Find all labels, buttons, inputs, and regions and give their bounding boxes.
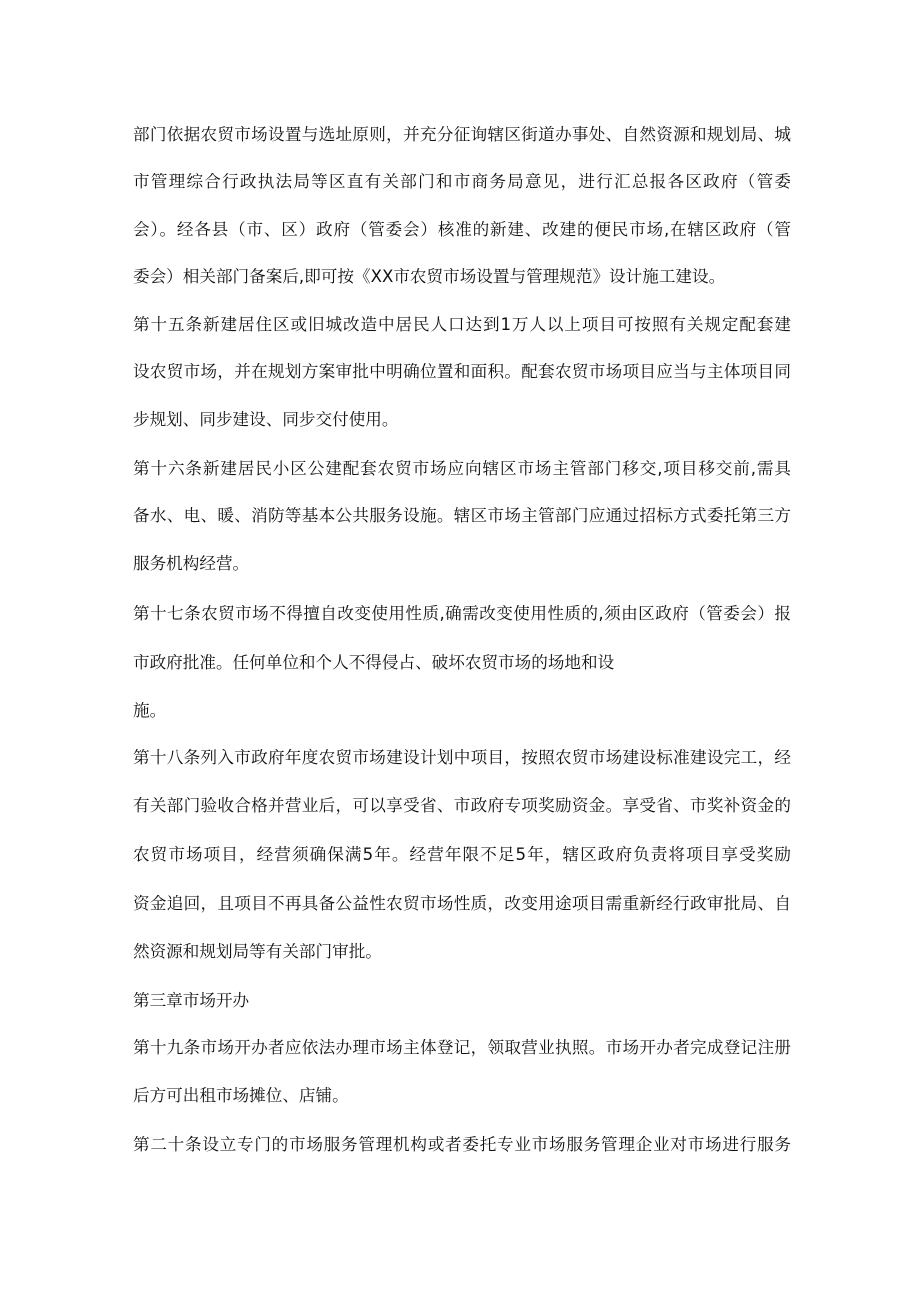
text-line: 有关部门验收合格并营业后，可以享受省、市政府专项奖励资金。享受省、市奖补资金的 (133, 796, 791, 815)
text-line: 第十九条市场开办者应依法办理市场主体登记，领取营业执照。市场开办者完成登记注册 (133, 1038, 791, 1057)
text-line: 服务机构经营。 (133, 554, 250, 573)
text-line: 后方可出租市场摊位、店铺。 (133, 1086, 349, 1105)
text-line: 备水、电、暖、消防等基本公共服务设施。辖区市场主管部门应通过招标方式委托第三方 (133, 506, 791, 525)
text-line: 然资源和规划局等有关部门审批。 (133, 942, 382, 961)
text-line: 市政府批准。任何单位和个人不得侵占、破坏农贸市场的场地和设 (133, 653, 615, 672)
text-line: 第十七条农贸市场不得擅自改变使用性质,确需改变使用性质的,须由区政府（管委会）报 (133, 604, 791, 623)
text-line: 农贸市场项目，经营须确保满5年。经营年限不足5年，辖区政府负责将项目享受奖励 (133, 845, 791, 864)
text-line: 会）。经各县（市、区）政府（管委会）核准的新建、改建的便民市场,在辖区政府（管 (133, 220, 791, 239)
text-line: 设农贸市场，并在规划方案审批中明确位置和面积。配套农贸市场项目应当与主体项目同 (133, 362, 791, 381)
chapter-heading: 第三章市场开办 (133, 991, 250, 1010)
text-line: 第十八条列入市政府年度农贸市场建设计划中项目，按照农贸市场建设标准建设完工，经 (133, 748, 791, 767)
text-line: 步规划、同步建设、同步交付使用。 (133, 410, 399, 429)
text-line: 第十五条新建居住区或旧城改造中居民人口达到1万人以上项目可按照有关规定配套建 (133, 315, 791, 334)
text-line: 委会）相关部门备案后,即可按《XX市农贸市场设置与管理规范》设计施工建设。 (133, 267, 726, 286)
text-line: 资金追回，且项目不再具备公益性农贸市场性质，改变用途项目需重新经行政审批局、自 (133, 894, 791, 913)
text-line: 市管理综合行政执法局等区直有关部门和市商务局意见，进行汇总报各区政府（管委 (133, 172, 791, 191)
text-line: 施。 (133, 701, 167, 720)
text-line: 部门依据农贸市场设置与选址原则，并充分征询辖区街道办事处、自然资源和规划局、城 (133, 125, 791, 144)
text-line: 第二十条设立专门的市场服务管理机构或者委托专业市场服务管理企业对市场进行服务 (133, 1135, 791, 1154)
text-line: 第十六条新建居民小区公建配套农贸市场应向辖区市场主管部门移交,项目移交前,需具 (133, 459, 791, 478)
